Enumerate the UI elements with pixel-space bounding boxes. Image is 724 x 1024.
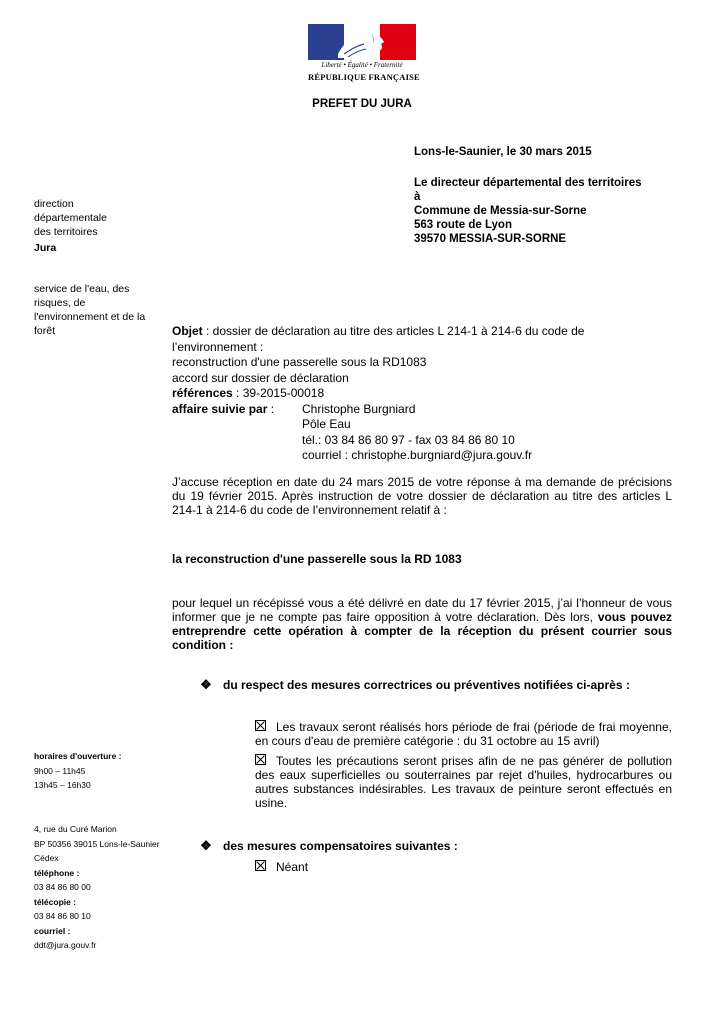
condition-2-title	[199, 839, 669, 853]
contact-name: Christophe Burgniard	[302, 401, 416, 416]
mail-value: ddt@jura.gouv.fr	[34, 940, 97, 950]
objet-text: : dossier de déclaration au titre des articles L 214-1 à 214-6 du code de l’environnement :	[172, 324, 585, 354]
objet-line-3: accord sur dossier de déclaration	[172, 370, 349, 385]
fax-label: télécopie :	[34, 896, 77, 907]
address-line-3: Cédex	[34, 853, 59, 863]
condition-1-item-2	[255, 754, 672, 810]
decision-bold: vous pouvez entreprendre cette opération à compter de la réception du présent courrier sous condition :	[172, 610, 672, 652]
address-line: 563 route de Lyon	[414, 219, 512, 231]
commune-line: Commune de Messia-sur-Sorne	[414, 205, 587, 217]
fax-value: 03 84 86 80 10	[34, 911, 91, 921]
hours-afternoon: 13h45 – 16h30	[34, 780, 91, 790]
checked-box-icon	[255, 754, 266, 765]
references-line	[172, 386, 672, 402]
diamond-bullet-icon: ❖	[200, 838, 212, 853]
logo-motto: Liberté • Égalité • Fraternité	[321, 61, 403, 69]
direction-line-2: départementale	[34, 212, 107, 224]
objet-block	[172, 324, 672, 464]
recipient-block	[414, 176, 642, 246]
letter-date: Lons-le-Saunier, le 30 mars 2015	[414, 146, 592, 158]
condition-1-title	[199, 678, 669, 692]
direction-dept: Jura	[34, 242, 57, 254]
contact-mail: courriel : christophe.burgniard@jura.gouv.fr	[302, 448, 533, 462]
objet-label: Objet	[172, 324, 203, 338]
sidebar-service	[34, 282, 164, 338]
hours-morning: 9h00 – 11h45	[34, 765, 86, 776]
condition-1-item-2-text: Toutes les précautions seront prises afin de ne pas générer de pollution des eaux superficielles ou souterraines par rejet d'huiles, hydrocarbures ou autres substances indésirables. Les travaux de peinture seront effectués en usine.	[255, 754, 672, 810]
condition-2-text: des mesures compensatoires suivantes :	[223, 839, 458, 853]
phone-value: 03 84 86 80 00	[34, 882, 91, 892]
diamond-bullet-icon: ❖	[200, 677, 212, 692]
objet-line	[172, 324, 672, 355]
affaire-sep: :	[267, 401, 275, 416]
condition-1-text: du respect des mesures correctrices ou préventives notifiées ci-après :	[223, 678, 630, 692]
affaire-label: affaire suivie par	[172, 401, 268, 416]
to-line: à	[414, 191, 421, 203]
affaire-block	[172, 402, 672, 464]
contact-pole: Pôle Eau	[302, 417, 351, 431]
references-label: références	[172, 386, 233, 400]
objet-line-2: reconstruction d'une passerelle sous la RD1083	[172, 355, 427, 369]
condition-2-item-1-text: Néant	[276, 860, 309, 874]
service-line-4: forêt	[34, 325, 56, 337]
marianne-profile-icon	[308, 24, 416, 60]
condition-2-item-1	[255, 860, 672, 874]
sender-line: Le directeur départemental des territoires	[414, 177, 642, 189]
affaire-contact	[302, 402, 672, 464]
mail-label: courriel :	[34, 925, 71, 936]
checked-box-icon	[255, 720, 266, 731]
logo-republique: RÉPUBLIQUE FRANÇAISE	[308, 72, 420, 82]
references-value: : 39-2015-00018	[232, 386, 325, 400]
sidebar-contact	[34, 822, 164, 953]
direction-line-1: direction	[34, 198, 74, 210]
phone-label: téléphone :	[34, 867, 80, 878]
condition-1-item-1-text: Les travaux seront réalisés hors période de frai (période de frai moyenne, en cours d'eau de première catégorie : du 31 octobre au 15 avril)	[255, 720, 672, 748]
affaire-label-cell	[172, 402, 302, 464]
service-line-3: l'environnement et de la	[34, 311, 146, 323]
address-line-1: 4, rue du Curé Marion	[34, 824, 117, 834]
tricolor-flag	[308, 24, 416, 60]
subject-line: la reconstruction d'une passerelle sous la RD 1083	[172, 552, 462, 566]
service-line-1: service de l'eau, des	[34, 283, 130, 295]
address-line-2: BP 50356 39015 Lons-le-Saunier	[34, 838, 160, 849]
marianne-logo	[308, 24, 420, 86]
contact-tel: tél.: 03 84 86 80 97 - fax 03 84 86 80 10	[302, 432, 515, 447]
sidebar-direction	[34, 197, 164, 255]
decision-text: pour lequel un récépissé vous a été délivré en date du 17 février 2015, j’ai l’honneur de vous informer que je ne compte pas faire opposition à votre déclaration. Dès lors,	[172, 596, 672, 624]
service-line-2: risques, de	[34, 297, 86, 309]
hours-label: horaires d'ouverture :	[34, 751, 122, 761]
sidebar-hours	[34, 749, 164, 793]
condition-1-item-1	[255, 720, 672, 748]
checked-box-icon	[255, 860, 266, 871]
prefet-heading: PREFET DU JURA	[312, 98, 412, 110]
city-line: 39570 MESSIA-SUR-SORNE	[414, 233, 567, 245]
direction-line-3: des territoires	[34, 226, 98, 238]
paragraph-reception: J’accuse réception en date du 24 mars 2015 de votre réponse à ma demande de précisions du 19 février 2015. Après instruction de votre dossier de déclaration au titre des articles L 214-1 à 214-6 du code de l’environnement relatif à :	[172, 475, 672, 517]
paragraph-decision	[172, 596, 672, 652]
